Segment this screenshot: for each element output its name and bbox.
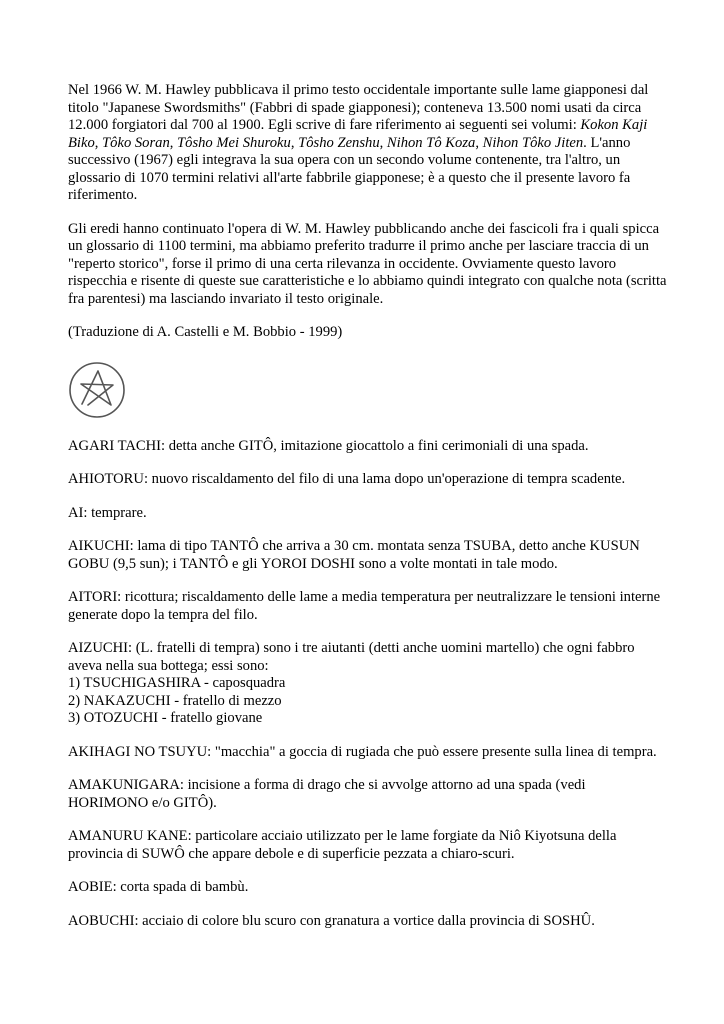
glossary-entry-text: AMANURU KANE: particolare acciaio utilizzato per le lame forgiate da Niô Kiyotsuna della provincia di SUWÔ che appare debole e di superficie pezzata a chiaro-scuri. xyxy=(68,828,617,862)
glossary-subitem: 3) OTOZUCHI - fratello giovane xyxy=(68,710,263,726)
glossary-entry xyxy=(68,828,668,863)
glossary-entry xyxy=(68,913,668,931)
glossary-entry-text: AKIHAGI NO TSUYU: "macchia" a goccia di rugiada che può essere presente sulla linea di tempra. xyxy=(68,743,657,760)
glossary-list xyxy=(68,438,668,931)
glossary-entry-text: AIZUCHI: (L. fratelli di tempra) sono i tre aiutanti (detti anche uomini martello) che ogni fabbro aveva nella sua bottega; essi sono: xyxy=(68,640,635,674)
glossary-entry-text: AI: temprare. xyxy=(68,504,147,521)
translation-credit: (Traduzione di A. Castelli e M. Bobbio - 1999) xyxy=(68,324,343,340)
intro-paragraph-1: Nel 1966 W. M. Hawley pubblicava il primo testo occidentale importante sulle lame giapponesi dal titolo "Japanese Swordsmiths" (Fabbri di spade giapponesi); conteneva 13.500 nomi usati da circa 12.000 forgiatori dal 700 al 1900. Egli scrive di fare riferimento ai seguenti sei volumi: Kokon Kaji Biko, Tôko Soran, Tôsho Mei Shuroku, Tôsho Zenshu, Nihon Tô Koza, Nihon Tôko Jiten. L'anno successivo (1967) egli integrava la sua opera con un secondo volume contenente, tra l'altro, un glossario di 1070 termini relativi all'arte fabbrile giapponese; è a questo che il presente lavoro fa riferimento. xyxy=(68,82,649,203)
glossary-entry xyxy=(68,879,668,897)
glossary-entry xyxy=(68,589,668,624)
glossary-entry-text: AIKUCHI: lama di tipo TANTÔ che arriva a 30 cm. montata senza TSUBA, detto anche KUSUN GOBU (9,5 sun); i TANTÔ e gli YOROI DOSHI sono a volte montati in tale modo. xyxy=(68,538,640,572)
glossary-entry-text: AHIOTORU: nuovo riscaldamento del filo di una lama dopo un'operazione di tempra scadente. xyxy=(68,471,626,487)
glossary-entry-text: AOBUCHI: acciaio di colore blu scuro con granatura a vortice dalla provincia di SOSHÛ. xyxy=(68,912,595,929)
glossary-entry-text: AITORI: ricottura; riscaldamento delle lame a media temperatura per neutralizzare le tensioni interne generate dopo la tempra del filo. xyxy=(68,589,661,623)
glossary-entry xyxy=(68,471,668,489)
glossary-entry xyxy=(68,640,668,728)
glossary-entry xyxy=(68,438,668,456)
glossary-entry xyxy=(68,538,668,573)
intro-paragraph-2: Gli eredi hanno continuato l'opera di W. M. Hawley pubblicando anche dei fascicoli fra i quali spicca un glossario di 1100 termini, ma abbiamo preferito tradurre il primo anche per lasciare traccia di un "reperto storico", forse il primo di una certa rilevanza in occidente. Ovviamente questo lavoro rispecchia e risente di queste sue caratteristiche e lo abbiamo quindi integrato con qualche nota (scritta fra parentesi) ma lasciando invariato il testo originale. xyxy=(68,220,667,307)
glossary-subitem: 2) NAKAZUCHI - fratello di mezzo xyxy=(68,692,282,709)
book-title: Tôko Soran xyxy=(102,134,170,151)
glossary-entry xyxy=(68,505,668,523)
book-title: Nihon Tôko Jiten xyxy=(482,134,584,151)
book-title: Tôsho Zenshu xyxy=(298,134,380,151)
book-title: Tôsho Mei Shuroku xyxy=(177,134,291,151)
glossary-entry-text: AGARI TACHI: detta anche GITÔ, imitazione giocattolo a fini cerimoniali di una spada. xyxy=(68,437,589,454)
glossary-subitem: 1) TSUCHIGASHIRA - caposquadra xyxy=(68,675,286,691)
glossary-entry xyxy=(68,744,668,762)
book-title: Nihon Tô Koza xyxy=(386,134,476,151)
glossary-entry-text: AOBIE: corta spada di bambù. xyxy=(68,879,249,895)
document-page xyxy=(68,82,668,946)
glossary-entry-text: AMAKUNIGARA: incisione a forma di drago che si avvolge attorno ad una spada (vedi HORIMONO e/o GITÔ). xyxy=(68,777,586,811)
star-emblem-icon xyxy=(68,360,128,420)
book-title: Kokon Kaji Biko xyxy=(68,117,648,151)
glossary-entry xyxy=(68,777,668,812)
